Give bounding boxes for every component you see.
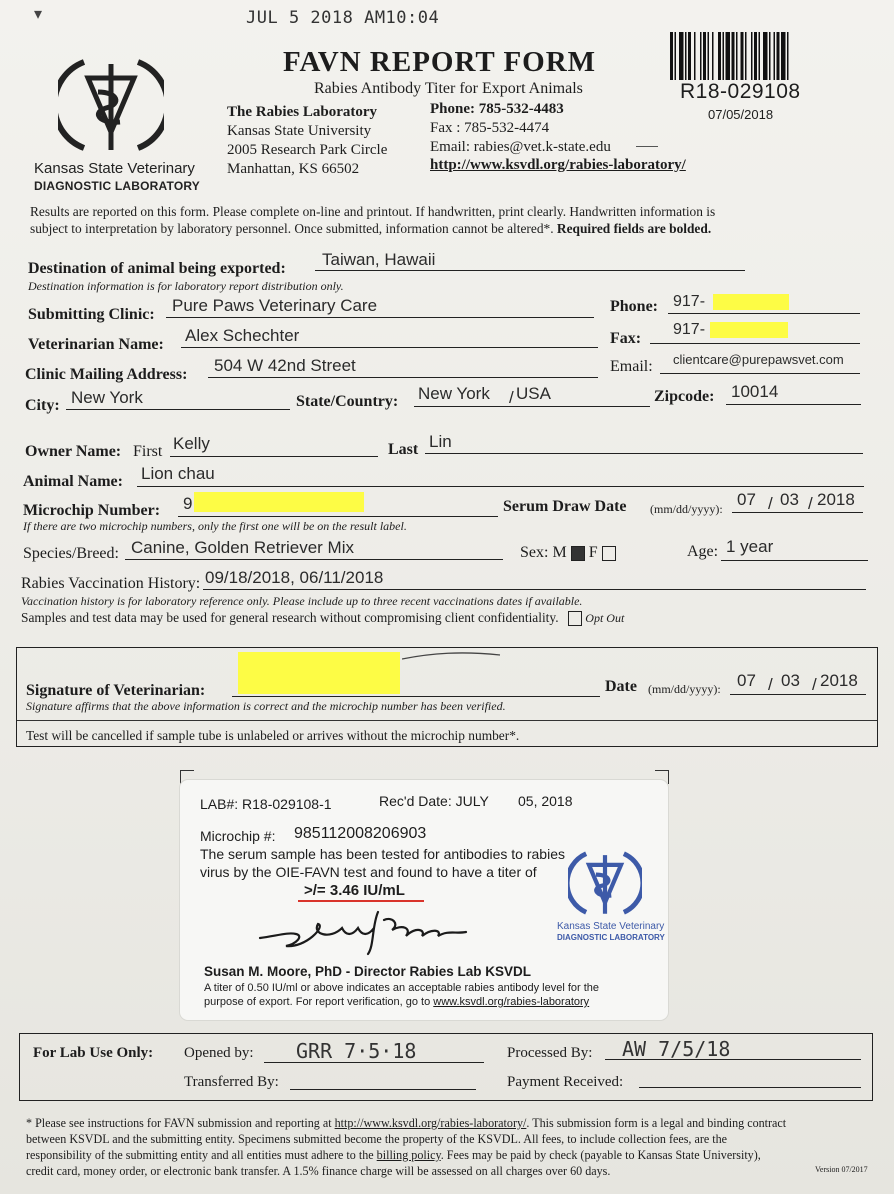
result-microchip-value: 985112008206903 (294, 825, 427, 842)
lab-fax: Fax : 785-532-4474 (430, 120, 550, 136)
barcode-date: 07/05/2018 (708, 107, 774, 122)
redaction-fax (710, 322, 788, 338)
clinic-field[interactable]: Pure Paws Veterinary Care (172, 296, 378, 315)
owner-last-label: Last (388, 441, 419, 458)
phone-field[interactable]: 917- (673, 293, 706, 310)
owner-label: Owner Name: (25, 443, 122, 460)
logo-line-1: Kansas State Veterinary (34, 160, 195, 177)
country-field[interactable]: USA (516, 384, 551, 403)
age-field[interactable]: 1 year (726, 537, 774, 556)
serum-mm-field[interactable]: 07 (737, 490, 756, 509)
state-label: State/Country: (296, 393, 399, 410)
serum-dd-field[interactable]: 03 (780, 490, 799, 509)
signature-dd-field[interactable]: 03 (781, 671, 800, 690)
research-note-text: Samples and test data may be used for general research without compromising client confidentiality. (21, 610, 559, 625)
signature-label: Signature of Veterinarian: (26, 682, 206, 699)
signature-mm-field[interactable]: 07 (737, 671, 756, 690)
footer-text-1c: . This submission form is a legal and binding contract (526, 1116, 787, 1130)
fax-label: Fax: (610, 330, 642, 347)
result-note-2 (204, 996, 589, 1008)
result-microchip-label: Microchip #: (200, 828, 276, 844)
opt-out-label: Opt Out (585, 611, 625, 625)
received-stamp: JUL 5 2018 AM10:04 (246, 8, 440, 28)
serum-yyyy-field[interactable]: 2018 (817, 490, 855, 509)
result-director: Susan M. Moore, PhD - Director Rabies Lab KSVDL (204, 964, 532, 979)
clinic-label: Submitting Clinic: (28, 306, 155, 323)
address-label: Clinic Mailing Address: (25, 366, 188, 383)
species-field[interactable]: Canine, Golden Retriever Mix (131, 538, 354, 557)
lab-address-3: Manhattan, KS 66502 (227, 161, 360, 177)
city-label: City: (25, 397, 60, 414)
result-note-2-text: purpose of export. For report verification, go to (204, 996, 434, 1008)
microchip-label: Microchip Number: (23, 502, 161, 519)
ksvdl-logo-icon (58, 52, 164, 158)
signature-divider (17, 720, 877, 721)
form-title: FAVN REPORT FORM (283, 46, 597, 78)
sex-label: Sex: (520, 544, 549, 561)
lab-use-box (19, 1033, 873, 1101)
footer-text-3c: . Fees may be paid by check (payable to Kansas State University), (440, 1148, 761, 1162)
state-field[interactable]: New York (418, 384, 490, 403)
state-country-separator: / (509, 388, 514, 407)
intro-line-1: Results are reported on this form. Please complete on-line and printout. If handwritten, print clearly. Handwritten information is (30, 204, 716, 219)
form-subtitle: Rabies Antibody Titer for Export Animals (314, 80, 583, 97)
footer-text-3a: responsibility of the submitting entity and all entities must adhere to the (26, 1148, 377, 1162)
footer-line-2: between KSVDL and the submitting entity. Specimens submitted become the property of the KSVDL. All fees, to include collection fees, are the (26, 1132, 728, 1146)
serum-format: (mm/dd/yyyy): (650, 502, 723, 516)
vet-label: Veterinarian Name: (28, 336, 164, 353)
lab-name: The Rabies Laboratory (227, 104, 377, 120)
lab-email: Email: rabies@vet.k-state.edu (430, 139, 611, 155)
lab-url-link[interactable]: http://www.ksvdl.org/rabies-laboratory/ (430, 157, 686, 173)
destination-field[interactable]: Taiwan, Hawaii (322, 250, 436, 269)
lab-address-1: Kansas State University (227, 123, 372, 139)
logo-line-2: DIAGNOSTIC LABORATORY (34, 179, 200, 193)
result-recd-day: 05, 2018 (518, 793, 573, 809)
intro-text: subject to interpretation by laboratory personnel. Once submitted, information cannot be altered*. (30, 221, 557, 236)
age-label: Age: (687, 543, 719, 560)
result-text-2: virus by the OIE-FAVN test and found to have a titer of (200, 864, 537, 880)
barcode-id: R18-029108 (680, 80, 801, 103)
stamp-mark-icon: ▾ (34, 6, 43, 23)
result-note-1: A titer of 0.50 IU/ml or above indicates an acceptable rabies antibody level for the (204, 982, 600, 994)
intro-line-2 (30, 221, 711, 237)
cancel-note: Test will be cancelled if sample tube is unlabeled or arrives without the microchip number*. (26, 728, 520, 743)
result-recd: Rec'd Date: JULY (379, 793, 489, 809)
signature-yyyy-field[interactable]: 2018 (820, 671, 858, 690)
lab-phone: Phone: 785-532-4483 (430, 101, 564, 117)
zip-label: Zipcode: (654, 388, 715, 405)
lab-use-title: For Lab Use Only: (33, 1045, 154, 1061)
owner-first-label: First (133, 443, 163, 460)
redaction-signature (238, 652, 400, 694)
result-titer: >/= 3.46 IU/mL (304, 882, 405, 899)
signature-date-label: Date (605, 678, 637, 695)
result-logo-line-1: Kansas State Veterinary (557, 921, 665, 932)
city-field[interactable]: New York (71, 388, 143, 407)
result-text-1: The serum sample has been tested for antibodies to rabies (200, 846, 565, 862)
result-verify-link[interactable]: www.ksvdl.org/rabies-laboratory (433, 996, 590, 1008)
sex-m-checkbox[interactable] (571, 546, 585, 561)
opened-label: Opened by: (184, 1045, 254, 1061)
opened-field[interactable]: GRR 7·5·18 (296, 1039, 417, 1063)
result-lab-no: LAB#: R18-029108-1 (200, 796, 332, 812)
redaction-phone (713, 294, 789, 310)
barcode (670, 32, 828, 80)
email-label: Email: (610, 358, 653, 375)
vacc-field[interactable]: 09/18/2018, 06/11/2018 (205, 568, 384, 587)
email-field[interactable]: clientcare@purepawsvet.com (673, 352, 844, 367)
animal-field[interactable]: Lion chau (141, 464, 215, 483)
destination-note: Destination information is for laboratory report distribution only. (28, 279, 344, 293)
result-logo-icon (568, 848, 642, 918)
pen-stroke (402, 648, 502, 658)
transferred-label: Transferred By: (184, 1074, 279, 1090)
serum-label: Serum Draw Date (503, 498, 627, 515)
vet-field[interactable]: Alex Schechter (185, 326, 300, 345)
address-field[interactable]: 504 W 42nd Street (214, 356, 356, 375)
footer-text-1a: * Please see instructions for FAVN submission and reporting at (26, 1116, 335, 1130)
microchip-field[interactable]: 9 (183, 494, 193, 513)
pen-dash (636, 146, 658, 147)
footer-line-1 (26, 1116, 786, 1131)
processed-label: Processed By: (507, 1045, 593, 1061)
footer-line-3 (26, 1148, 761, 1163)
signature-sep-2: / (812, 675, 817, 694)
fax-field[interactable]: 917- (673, 321, 706, 338)
processed-field[interactable]: AW 7/5/18 (622, 1037, 731, 1061)
footer-url-link[interactable]: http://www.ksvdl.org/rabies-laboratory/ (334, 1116, 527, 1130)
signature-sep-1: / (768, 675, 773, 694)
opt-out-checkbox[interactable] (568, 611, 582, 626)
serum-sep-2: / (808, 494, 813, 513)
billing-policy-link[interactable]: billing policy (376, 1148, 441, 1162)
owner-last-field[interactable]: Lin (429, 432, 452, 451)
payment-label: Payment Received: (507, 1074, 624, 1090)
signature-affirm: Signature affirms that the above information is correct and the microchip number has been verified. (26, 699, 506, 713)
redaction-microchip (194, 492, 364, 512)
animal-label: Animal Name: (23, 473, 123, 490)
phone-label: Phone: (610, 298, 658, 315)
sex-f-label: F (588, 544, 598, 561)
owner-first-field[interactable]: Kelly (173, 434, 210, 453)
signature-date-format: (mm/dd/yyyy): (648, 682, 721, 696)
vacc-label: Rabies Vaccination History: (21, 575, 201, 592)
research-note (21, 610, 624, 626)
sex-f-checkbox[interactable] (602, 546, 616, 561)
microchip-note: If there are two microchip numbers, only the first one will be on the result label. (23, 519, 407, 533)
footer-line-4: credit card, money order, or electronic bank transfer. A 1.5% finance charge will be assessed on all charges over 60 days. (26, 1164, 611, 1178)
footer-version: Version 07/2017 (815, 1165, 868, 1174)
required-note: Required fields are bolded. (556, 221, 712, 236)
titer-underline (298, 900, 424, 902)
vacc-note: Vaccination history is for laboratory reference only. Please include up to three recent vaccinations dates if available. (21, 594, 583, 608)
sex-group (520, 544, 616, 562)
zip-field[interactable]: 10014 (731, 382, 779, 401)
destination-label: Destination of animal being exported: (28, 260, 286, 277)
lab-address-2: 2005 Research Park Circle (227, 142, 388, 158)
sex-m-label: M (552, 544, 567, 561)
species-label: Species/Breed: (23, 545, 119, 562)
result-logo-line-2: DIAGNOSTIC LABORATORY (557, 933, 665, 942)
director-signature (256, 906, 472, 958)
serum-sep-1: / (768, 494, 773, 513)
